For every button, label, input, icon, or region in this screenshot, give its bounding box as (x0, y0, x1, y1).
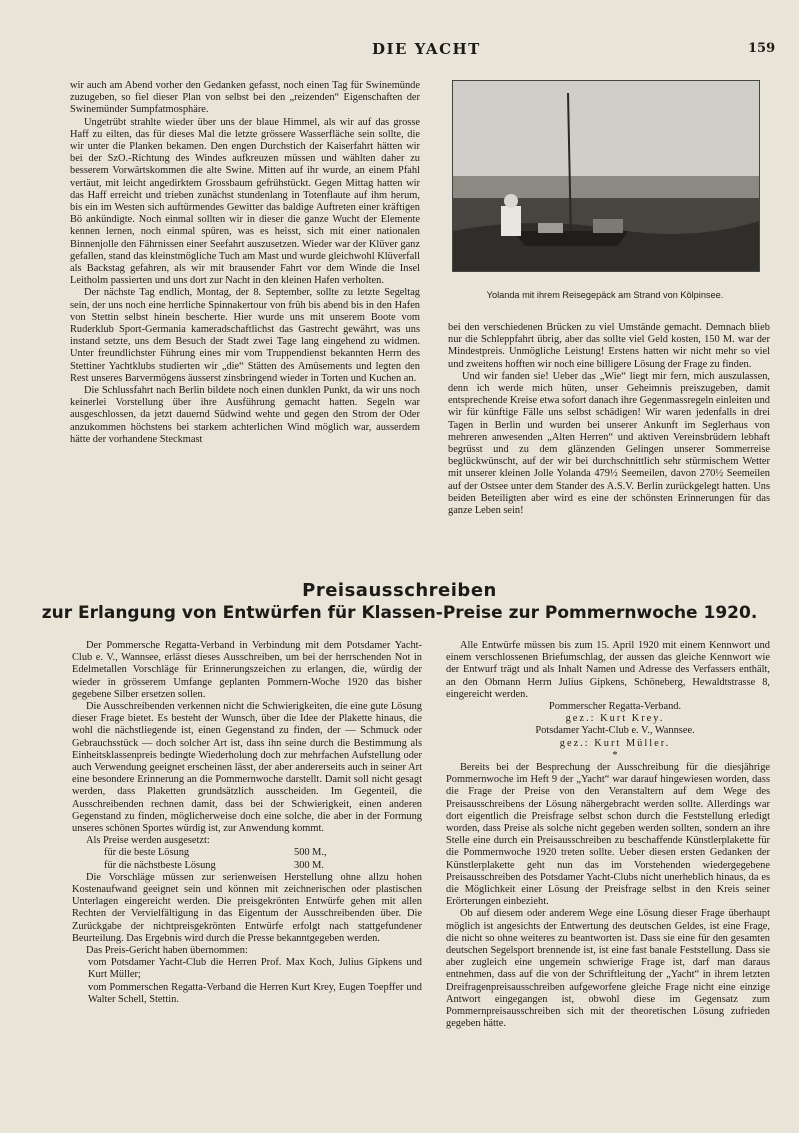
prize-amount: 300 M. (294, 859, 325, 871)
signature-organization: Potsdamer Yacht-Club e. V., Wannsee. (535, 725, 695, 737)
article-subheadline: zur Erlangung von Entwürfen für Klassen-Preise zur Pommernwoche 1920. (41, 603, 758, 623)
prize-label: für die beste Lösung (104, 847, 190, 859)
paragraph: bei den verschiedenen Brücken zu viel Umstände gemacht. Demnach blieb nur die Schleppfahrt übrig, aber das sollte viel Geld kosten, 150 M. war der Mindestpreis. Unmögliche Leistung! Erstens hatten wir nicht mehr so viel und zweitens hofften wir noch eine billigere Lösung der Frage zu finden. (448, 322, 770, 370)
boat-photo-illustration (453, 81, 759, 271)
jury-entry: vom Potsdamer Yacht-Club die Herren Prof. Max Koch, Julius Gipkens und Kurt Müller; (88, 957, 422, 981)
article-column-bottom-right (446, 640, 770, 1110)
prize-label: für die nächstbeste Lösung (104, 859, 216, 871)
signature-name: gez.: Kurt Müller. (559, 737, 671, 749)
paragraph: Ob auf diesem oder anderem Wege eine Lösung dieser Frage überhaupt möglich ist angesichts der Entwertung des deutschen Geldes, ist eine Frage, die nicht so ohne weiteres zu beantworten ist. Dass sie eine für den gesamten deutschen Segelsport brennende ist, ist eine fast banale Feststellung. Dass sie aber zugleich eine ungemein schwierige Frage ist, darf man daraus entnehmen, dass auf die von der Schriftleitung der „Yacht“ in ihrem letzten Dreifragenpreisausschreiben aufgeworfene gleiche Frage nicht eine einzige Antwort eingegangen ist, obwohl diese im Gegensatz zum Pommernpreisausschreiben sich mit der theoretischen Lösung zufrieden gegeben hätte. (446, 908, 770, 1030)
prize-row (72, 847, 422, 859)
paragraph: Die Vorschläge müssen zur serienweisen Herstellung ohne allzu hohen Kostenaufwand geeignet sein und können mit zeichnerischen oder plastischen Unterlagen eingereicht werden. Die preisgekrönten Entwürfe gehen mit allen Rechten der Vervielfältigung in das Eigentum der Ausschreibenden über. Die Zurückgabe der nichtpreisgekrönten Entwürfe erfolgt nach stattgefundener Beurteilung. Das Ergebnis wird durch die Presse bekanntgegeben werden. (72, 871, 422, 944)
prize-amount: 500 M., (294, 847, 327, 859)
prize-intro: Als Preise werden ausgesetzt: (86, 835, 210, 847)
article-headline: Preisausschreiben (302, 580, 497, 601)
running-header-title: DIE YACHT (372, 40, 481, 58)
paragraph: Bereits bei der Besprechung der Ausschreibung für die diesjährige Pommernwoche im Heft 9 der „Yacht“ war darauf hingewiesen worden, dass die Frage der Preise von den Veranstaltern auf dem Wege des Preisausschreibens der Lösung nähergebracht werden sollte. Allerdings war dort eigentlich die Preisfrage selbst schon durch die Feststellung erledigt worden, dass Preise als solche nicht gegeben werden sollten, sondern an ihre Stelle eine durch ein Preisausschreiben zu beschaffende Künstlerplakette für die Pommernwoche 1920 treten sollte. Ueber diesen ersten Gedanken der Künstlerplakette geht nun das im Vorstehenden wiedergegebene Preisausschreiben des Potsdamer Yacht-Clubs nicht unerheblich hinaus, da es die Möglichkeit einer Lösung der Preisfrage selbst in den Kreis seiner Erörterungen einbezieht. (446, 762, 770, 908)
article-column-top-left (70, 80, 420, 560)
article-column-bottom-left (72, 640, 422, 1110)
photo-caption: Yolanda mit ihrem Reisegepäck am Strand von Kölpinsee. (486, 290, 724, 300)
paragraph: Die Schlussfahrt nach Berlin bildete noch einen dunklen Punkt, da wir uns noch keinerlei Vorstellung über ihre Ausführung gemacht hatten. Segeln war ausgeschlossen, da jetzt dauernd Südwind wehte und gegen den Strom der Oder anzukommen höchstens bei starkem achterlichen Wind möglich war, ausserdem hätte der vorhandene Steckmast (70, 385, 420, 445)
paragraph: Der Pommersche Regatta-Verband in Verbindung mit dem Potsdamer Yacht-Club e. V., Wannsee, erlässt dieses Ausschreiben, um bei der herrschenden Not in Edelmetallen Vorschläge für Erinnerungszeichen zu erlangen, die, würdig der wieder in grösserem Umfange geplanten Pommern-Woche 1920 das bisher gegebene Silber ersetzen sollen. (72, 640, 422, 700)
prize-row (72, 860, 422, 872)
signature-name: gez.: Kurt Krey. (565, 713, 665, 725)
article-column-top-right (448, 322, 770, 557)
page-number: 159 (748, 41, 776, 56)
signature-organization: Pommerscher Regatta-Verband. (548, 701, 682, 713)
paragraph: Und wir fanden sie! Ueber das „Wie“ liegt mir fern, mich auszulassen, denn ich werde mich hüten, unser Geheimnis preiszugeben, damit entsprechende Kreise etwa sofort danach ihre Gegenmassregeln einleiten und wir für künftige Fälle uns selbst schädigen! Wir waren jedenfalls in drei Tagen in Berlin und wurden bei unserer Ankunft im Seglerhaus von mehreren anwesenden „Alten Herren“ und aktiven Vereinsbrüdern lebhaft begrüsst und zu dem glänzenden Gelingen unserer Sommerreise beglückwünscht, auf der wir bei durchschnittlich sehr stürmischem Wetter mit unserer kleinen Jolle Yolanda 479½ Seemeilen, davon 270½ Seemeilen auf der Ostsee unter dem Stander des A.S.V. Berlin zurückgelegt hatten. Uns beiden Beteiligten aber wird es eine der schönsten Erinnerungen für das ganze Leben sein! (448, 370, 770, 517)
jury-entry: vom Pommerschen Regatta-Verband die Herren Kurt Krey, Eugen Toepffer und Walter Schell, Stettin. (88, 981, 422, 1005)
paragraph: Die Ausschreibenden verkennen nicht die Schwierigkeiten, die eine gute Lösung dieser Frage bietet. Es besteht der Wunsch, über die Idee der Plakette hinaus, die wohl die nächstliegende ist, einen Gegenstand zu finden, der — Schmuck oder Gebrauchsstück — doch solcher Art ist, dass ihn seine durch die Bestimmung als Einheitsklassenpreis bedingte Wiederholung doch zur mehrfachen Aufstellung oder auch Verwendung geeignet erscheinen lässt, der aber andererseits auch in seiner Art eine besondere Erinnerung an die Pommernwoche darstellt. Damit soll nicht gesagt werden, dass Plaketten grundsätzlich ausscheiden. Im Gegenteil, die Ausschreibenden rechnen damit, dass bei der Schwierigkeit, einen anderen Gegenstand zu finden, möglicherweise doch eine solche, die aber in der Formung unseres schönen Sportes würdig ist, zur Anwendung kommt. (72, 701, 422, 835)
section-separator-star: * (612, 749, 618, 761)
paragraph: Alle Entwürfe müssen bis zum 15. April 1920 mit einem Kennwort und einem verschlossenen Briefumschlag, der aussen das gleiche Kennwort wie der Entwurf trägt und als Inhalt Namen und Adresse des Verfassers enthält, an den Obmann Herrn Julius Gipkens, Schöneberg, Hewaldtstrasse 8, eingereicht werden. (446, 640, 770, 700)
jury-intro: Das Preis-Gericht haben übernommen: (86, 945, 248, 957)
paragraph: wir auch am Abend vorher den Gedanken gefasst, noch einen Tag für Swinemünde zuzugeben, so fiel dieser Plan von selbst bei den „reizenden“ Eigenschaften der Swinemünder Sumpfatmosphäre. (70, 80, 420, 116)
paragraph: Der nächste Tag endlich, Montag, der 8. September, sollte zu letzte Segeltag sein, der uns noch eine herrliche Spinnakertour von früh bis abend bis in den Hafen von Stettin selbst hinein bescherte. Hier wurde uns mit unserem Boote vom Ruderklub Sport-Germania kameradschaftlichst das Gastrecht gewährt, was uns instand setzte, uns dem Besuch der Stadt zwei Tage lang eingehend zu widmen. Unter freundlichster Führung eines mir vom Truppendienst bekannten Herrn des Stettiner Yachtklubs studierten wir „die“ Stätten des Amüsements und legten den Rest unseres Barvermögens äusserst zinsbringend wieder in Torten und Kuchen an. (70, 287, 420, 384)
boat-photo (452, 80, 760, 272)
paragraph: Ungetrübt strahlte wieder über uns der blaue Himmel, als wir auf das grosse Haff zu eilten, das für dieses Mal die letzte grössere Wasserfläche sein sollte, die wir unter die Planken bekamen. Den engen Durchstich der Kaiserfahrt hätten wir bei der SzO.-Richtung des Windes aufkreuzen müssen und wählten daher zu besserem Vorwärtskommen die alte Swine. Mitten auf ihr wurde, an einem Pfahl vertäut, mit leicht angedirktem Grossbaum gefrühstückt. Gegen Mittag hatten wir das Haff erreicht und trieben zunächst stundenlang in Totenflaute auf ihm herum, bis ein im Westen sich auftürmendes Gewitter das baldige Auftreten einer kräftigen Bö ankündigte. Noch einmal sollten wir in dieser die ganze Wucht der Elemente kennen lernen, noch einmal spüren, was es heisst, sich mit einer nationalen Binnenjolle den Fährnissen einer Seefahrt auszusetzen. Wieder war der Klüver ganz gefallen, stand das kleinstmögliche Tuch am Mast und wurde gleichwohl Klüverfall als Backstag gefahren, als wir mit brausender Fahrt vor dem Winde die Insel Leitholm passierten und uns dort zur Nacht in den kleinen Hafen verholten. (70, 116, 420, 287)
